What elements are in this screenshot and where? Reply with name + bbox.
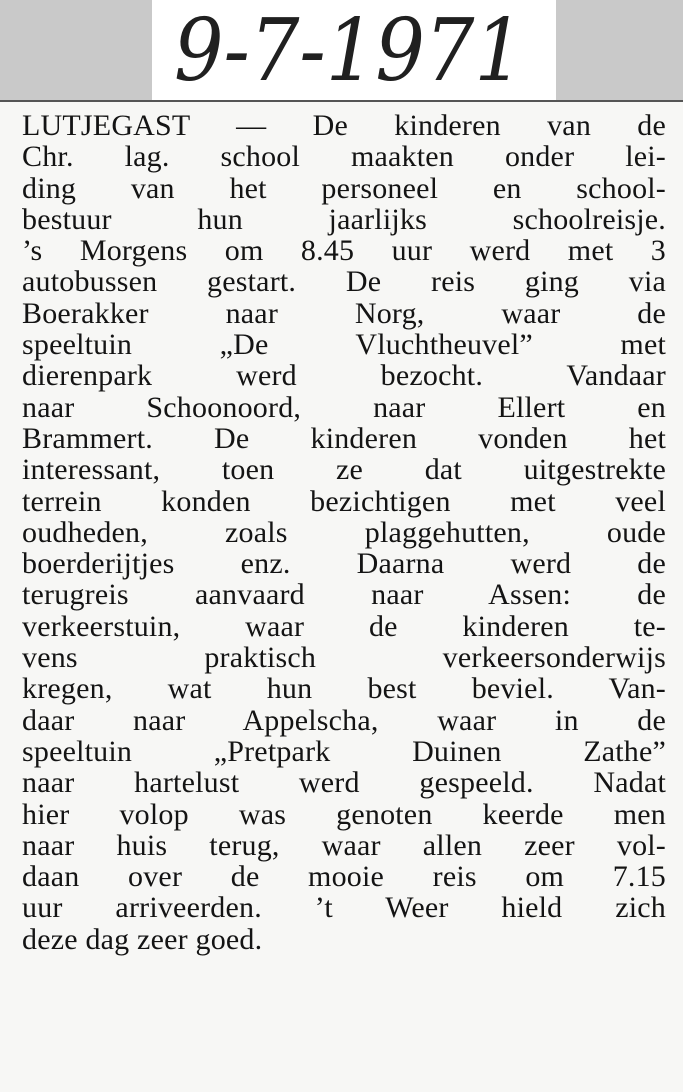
article-line: speeltuin „De Vluchtheuvel” met [22, 328, 666, 362]
article-line: daan over de mooie reis om 7.15 [22, 860, 666, 894]
article-line: Boerakker naar Norg, waar de [22, 296, 666, 330]
newspaper-clipping [0, 100, 683, 1092]
article-line: terrein konden bezichtigen met veel [22, 484, 666, 518]
article-line: Brammert. De kinderen vonden het [22, 421, 666, 455]
article-line: dierenpark werd bezocht. Vandaar [22, 359, 666, 393]
article-line: verkeerstuin, waar de kinderen te- [22, 609, 666, 643]
article-line: daar naar Appelscha, waar in de [22, 703, 666, 737]
handwritten-date [170, 2, 530, 98]
article-line: ding van het personeel en school- [22, 171, 666, 205]
article-line: interessant, toen ze dat uitgestrekte [22, 453, 666, 487]
article-line: terugreis aanvaard naar Assen: de [22, 578, 666, 612]
article-line: uur arriveerden. ’t Weer hield zich [22, 891, 666, 925]
article-line: oudheden, zoals plaggehutten, oude [22, 515, 666, 549]
article-line: boerderijtjes enz. Daarna werd de [22, 547, 666, 581]
article-line: hier volop was genoten keerde men [22, 797, 666, 831]
article-line: naar Schoonoord, naar Ellert en [22, 390, 666, 424]
article-line: naar huis terug, waar allen zeer vol- [22, 828, 666, 862]
article-line: Chr. lag. school maakten onder lei- [22, 140, 666, 174]
article-line: vens praktisch verkeersonderwijs [22, 641, 666, 675]
article-line: kregen, wat hun best beviel. Van- [22, 672, 666, 706]
article-line: bestuur hun jaarlijks schoolreisje. [22, 202, 666, 236]
article-line: speeltuin „Pretpark Duinen Zathe” [22, 734, 666, 768]
article-line: deze dag zeer goed. [22, 922, 263, 956]
paper-backdrop-left [0, 0, 152, 100]
article-body [22, 110, 666, 955]
article-line: LUTJEGAST — De kinderen van de [22, 109, 666, 142]
paper-backdrop-right [556, 0, 683, 100]
handwritten-date-text: 9-7-1971 [174, 2, 524, 98]
article-line: ’s Morgens om 8.45 uur werd met 3 [22, 234, 666, 268]
header-strip [0, 0, 683, 100]
article-line: autobussen gestart. De reis ging via [22, 265, 666, 299]
article-line: naar hartelust werd gespeeld. Nadat [22, 766, 666, 800]
